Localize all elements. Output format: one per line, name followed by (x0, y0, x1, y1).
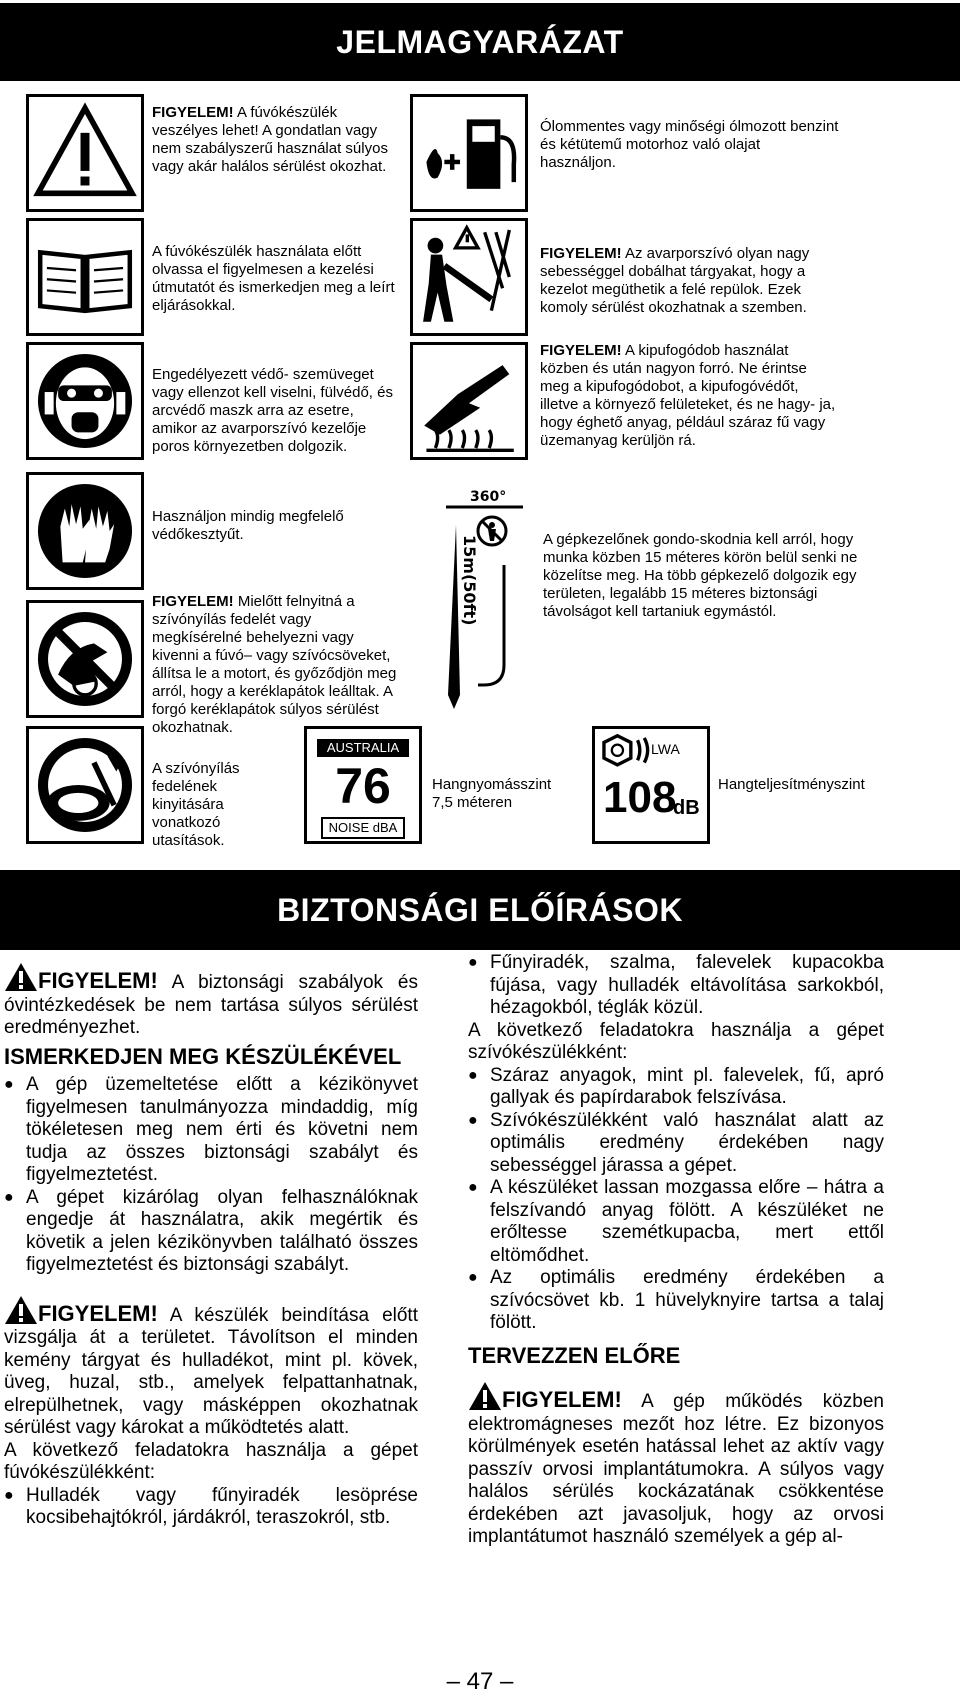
legend-banner (0, 3, 960, 81)
danger-text: FIGYELEM! A fúvókészülék veszélyes lehet! A gondatlan vagy nem szabályszerű használat súlyos vagy akár halálos sérülést okozhat. (152, 104, 388, 175)
warning-triangle-icon (4, 962, 38, 992)
thrown-objects-icon (410, 218, 528, 336)
right-column (468, 952, 884, 1549)
lwa-label: LWA (651, 741, 680, 757)
warning-triangle-icon (4, 1295, 38, 1325)
fuel-pump-icon (410, 94, 528, 212)
distance-360-icon (428, 485, 528, 715)
warning-1: FIGYELEM! A biztonsági szabályok és óvintézkedések be nem tartása súlyos sérülést eredményezhet. (4, 962, 418, 1040)
gloves-text: Használjon mindig megfelelő védőkesztyűt. (152, 508, 344, 543)
list-item: ● Szívókészülékként való használat alatt az optimális eredmény érdekében nagy sebességgel járassa a gépet. (468, 1109, 884, 1176)
noise-value: 76 (335, 758, 391, 814)
goggles-text: Engedélyezett védő- szemüveget vagy ellenzot kell viselni, fülvédő, és arcvédő maszk arra az esetre, amikor az avarporszívó kezelője poros környezetben dolgozik. (152, 366, 393, 455)
legend-title: JELMAGYARÁZAT (336, 23, 624, 60)
noise-label-bottom: NOISE dBA (321, 817, 405, 839)
no-hands-impeller-icon (26, 600, 144, 718)
cover-text: A szívónyílás fedelének kinyitására vonatkozó utasítások. (152, 760, 240, 849)
lwa-text: Hangteljesítményszint (718, 776, 865, 793)
list-item: ● Az optimális eredmény érdekében a szívócsövet kb. 1 hüvelyknyire tartsa a talaj fölött. (468, 1267, 884, 1333)
gloves-icon (26, 472, 144, 590)
list-item: ● A gép üzemeltetése előtt a kézikönyvet figyelmesen tanulmányozza mindaddig, míg tökéletesen meg nem érti és követni nem tudja az összes biztonsági szabályt és figyelmeztetést. (4, 1074, 418, 1185)
distance-text: A gépkezelőnek gondo-skodnia kell arról, hogy munka közben 15 méteres körön belül senki ne közelítse meg. Ha több gépkezelő dolgozik egy területen, legalább 15 méteres biztonsági távolságot kell tartaniuk egymástól. (543, 531, 858, 620)
manual-book-icon (26, 218, 144, 336)
list-item: ● Száraz anyagok, mint pl. falevelek, fű, apró gallyak és papírdarabok felszívása. (468, 1064, 884, 1108)
noise-label-top: AUSTRALIA (317, 739, 409, 757)
danger-triangle-icon (26, 94, 144, 212)
warning-3: FIGYELEM! A gép működés közben elektromágneses mezőt hoz létre. Ez bizonyos körülmények esetén hatással lehet az aktív vagy passzív orvosi implantátumokra. A súlyos vagy halálos sérülés kockázatának csökkentése érdekében azt javasoljuk, hogy az orvosi implantátumot használó személyek a gép al- (468, 1381, 884, 1549)
impeller-text: FIGYELEM! Mielőtt felnyitná a szívónyílás fedelét vagy megkísérelné behelyezni vagy kivenni a fúvó– vagy szívócsöveket, állítsa le a motort, és győződjön meg arról, hogy a keréklapátok leálltak. A forgó keréklapátok súlyos sérülést okozhatnak. (152, 593, 397, 736)
goggles-mask-icon (26, 342, 144, 460)
noise-76-label (304, 726, 422, 844)
blower-intro: A következő feladatokra használja a gépet fúvókészülékként: (4, 1439, 418, 1483)
lwa-108-label (592, 726, 710, 844)
page-number: – 47 – (446, 1668, 514, 1695)
warning-triangle-icon (468, 1381, 502, 1411)
list-item: ● A gépet kizárólag olyan felhasználóknak engedje át használatra, akik megértik és követik a jelen kézikönyvben található összes figyelmeztetést és biztonsági szabályt. (4, 1186, 418, 1275)
intake-cover-icon (26, 726, 144, 844)
distance-label-side: 15m(50ft) (460, 535, 479, 626)
hot-surface-icon (410, 342, 528, 460)
list-item: ● Hulladék vagy fűnyiradék lesöprése kocsibehajtókról, járdákról, teraszokról, stb. (4, 1484, 418, 1528)
hot-text: FIGYELEM! A kipufogódob használat közben és után nagyon forró. Ne érintse meg a kipufogódobot, a kipufogóvédőt, illetve a környező felületeket, és ne hagy- ja, hogy éghető anyag, például száraz fű vagy üzemanyag kerüljön rá. (540, 342, 836, 449)
list-item: ● A készüléket lassan mozgassa előre – hátra a felszívandó anyag fölött. A készüléket ne erőltesse szemétkupacba, mert ettől eltömődhet. (468, 1177, 884, 1266)
fuel-text: Ólommentes vagy minőségi ólmozott benzint és kétütemű motorhoz való olajat használjon. (540, 118, 839, 171)
heading-plan-ahead: TERVEZZEN ELŐRE (468, 1342, 681, 1368)
left-column (4, 962, 418, 1530)
thrown-text: FIGYELEM! Az avarporszívó olyan nagy sebességgel dobálhat tárgyakat, hogy a kezelot megüthetik a felé repülok. Ezek komoly sérülést okozhatnak a szemben. (540, 245, 810, 316)
safety-title: BIZTONSÁGI ELŐÍRÁSOK (277, 891, 683, 928)
noise-text: Hangnyomásszint 7,5 méteren (432, 776, 552, 811)
safety-banner (0, 870, 960, 950)
lwa-value: 108 (603, 773, 677, 822)
heading-know-device: ISMERKEDJEN MEG KÉSZÜLÉKÉVEL (4, 1043, 402, 1069)
manual-text: A fúvókészülék használata előtt olvassa el figyelmesen a kezelési útmutatót és ismerkedjen meg a leírt eljárásokkal. (152, 243, 395, 314)
vacuum-intro: A következő feladatokra használja a gépet szívókészülékként: (468, 1019, 884, 1063)
warning-2: FIGYELEM! A készülék beindítása előtt vizsgálja át a területet. Távolítson el minden kemény tárgyat és hulladékot, mint pl. kövek, üveg, huzal, stb., amelyek felpattanhatnak, elrepülhetnek, vagy másképpen okozhatnak sérülést vagy károkat a működtetés alatt. (4, 1295, 418, 1440)
distance-label-top: 360° (470, 489, 507, 505)
lwa-unit: dB (673, 797, 700, 819)
list-item: ● Fűnyiradék, szalma, falevelek kupacokba fújása, vagy hulladék eltávolítása sarkokból, hézagokból, téglák közül. (468, 952, 884, 1018)
